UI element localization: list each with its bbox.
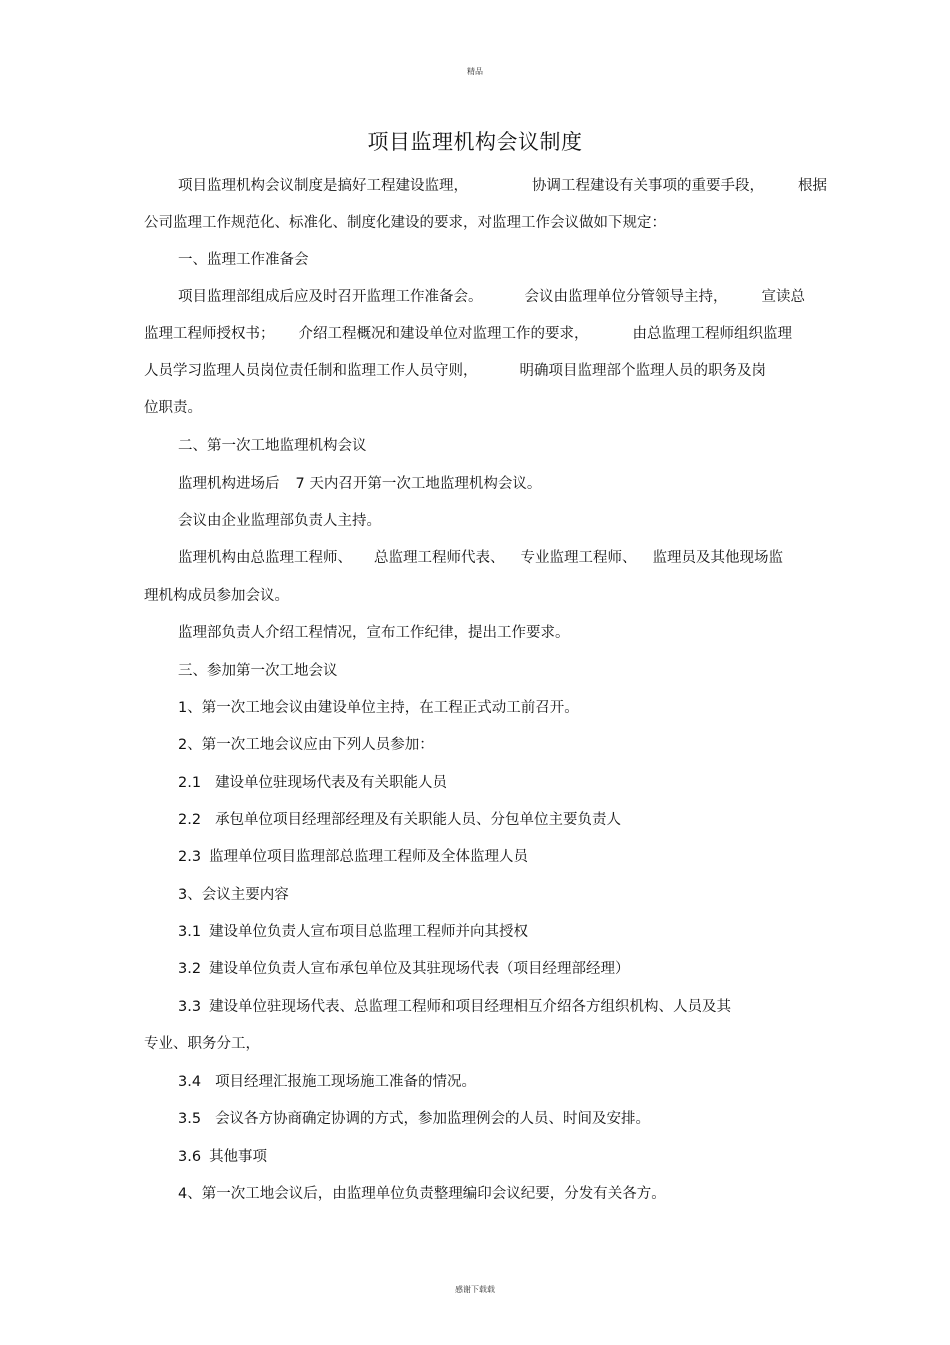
item-number: 2.2 xyxy=(178,812,202,828)
text-segment: 4、第一次工地会议后，由监理单位负责整理编印会议纪要，分发有关各方。 xyxy=(178,1186,666,1202)
list-item xyxy=(178,1147,267,1167)
list-item xyxy=(178,847,528,867)
list-item xyxy=(178,773,447,793)
body-line xyxy=(178,735,434,755)
text-segment: 监理工程师授权书； xyxy=(144,326,275,342)
list-item xyxy=(178,1109,650,1129)
text-segment: 会议由监理单位分管领导主持， xyxy=(524,289,728,305)
body-line xyxy=(178,176,827,196)
body-line xyxy=(144,1034,260,1054)
body-line xyxy=(178,1184,666,1204)
body-line xyxy=(178,623,570,643)
body-line xyxy=(144,361,766,381)
text-segment: 协调工程建设有关事项的重要手段， xyxy=(532,178,764,194)
text-segment: 2、第一次工地会议应由下列人员参加： xyxy=(178,737,434,753)
text-segment: 监理机构由总监理工程师、 xyxy=(178,550,352,566)
body-line xyxy=(178,511,381,531)
body-line xyxy=(178,548,783,568)
item-number: 3.1 xyxy=(178,924,202,940)
text-segment: 介绍工程概况和建设单位对监理工作的要求， xyxy=(298,326,589,342)
text-segment: 承包单位项目经理部经理及有关职能人员、分包单位主要负责人 xyxy=(215,812,622,828)
text-segment: 位职责。 xyxy=(144,400,202,416)
body-line xyxy=(178,885,289,905)
text-segment: 二、第一次工地监理机构会议 xyxy=(178,438,367,454)
section-heading xyxy=(178,661,338,681)
text-segment: 明确项目监理部个监理人员的职务及岗 xyxy=(519,363,766,379)
text-segment: 监理员及其他现场监 xyxy=(652,550,783,566)
text-segment: 项目监理部组成后应及时召开监理工作准备会。 xyxy=(178,289,483,305)
body-line xyxy=(144,586,289,606)
list-item xyxy=(178,1072,476,1092)
page-footer: 感谢下载载 xyxy=(455,1285,495,1294)
text-segment: 监理部负责人介绍工程情况，宣布工作纪律，提出工作要求。 xyxy=(178,625,570,641)
text-segment: 由总监理工程师组织监理 xyxy=(632,326,792,342)
section-heading xyxy=(178,436,367,456)
item-number: 3.5 xyxy=(178,1111,202,1127)
body-line xyxy=(178,287,805,307)
text-segment: 人员学习监理人员岗位责任制和监理工作人员守则， xyxy=(144,363,478,379)
item-number: 3.6 xyxy=(178,1149,202,1165)
text-segment: 7 天内召开第一次工地监理机构会议。 xyxy=(295,476,542,492)
document-title: 项目监理机构会议制度 xyxy=(367,130,583,154)
text-segment: 项目经理汇报施工现场施工准备的情况。 xyxy=(215,1074,477,1090)
body-line xyxy=(178,698,579,718)
item-number: 3.2 xyxy=(178,961,202,977)
text-segment: 专业、职务分工， xyxy=(144,1036,260,1052)
body-line xyxy=(144,324,792,344)
body-line xyxy=(144,213,666,233)
item-number: 3.3 xyxy=(178,999,202,1015)
text-segment: 会议由企业监理部负责人主持。 xyxy=(178,513,381,529)
text-segment: 专业监理工程师、 xyxy=(520,550,637,566)
text-segment: 宣读总 xyxy=(761,289,805,305)
item-number: 2.3 xyxy=(178,849,202,865)
text-segment: 总监理工程师代表、 xyxy=(374,550,505,566)
text-segment: 建设单位驻现场代表、总监理工程师和项目经理相互介绍各方组织机构、人员及其 xyxy=(209,999,732,1015)
body-line xyxy=(144,398,202,418)
list-item xyxy=(178,810,621,830)
list-item xyxy=(178,959,630,979)
list-item xyxy=(178,997,731,1017)
item-number: 3.4 xyxy=(178,1074,202,1090)
text-segment: 根据 xyxy=(798,178,827,194)
item-number: 2.1 xyxy=(178,775,202,791)
text-segment: 建设单位驻现场代表及有关职能人员 xyxy=(215,775,448,791)
text-segment: 公司监理工作规范化、标准化、制度化建设的要求，对监理工作会议做如下规定： xyxy=(144,215,666,231)
text-segment: 建设单位负责人宣布承包单位及其驻现场代表（项目经理部经理） xyxy=(209,961,630,977)
text-segment: 理机构成员参加会议。 xyxy=(144,588,289,604)
text-segment: 建设单位负责人宣布项目总监理工程师并向其授权 xyxy=(209,924,529,940)
text-segment: 一、监理工作准备会 xyxy=(178,252,309,268)
text-segment: 监理机构进场后 xyxy=(178,476,280,492)
text-segment: 项目监理机构会议制度是搞好工程建设监理， xyxy=(178,178,468,194)
text-segment: 监理单位项目监理部总监理工程师及全体监理人员 xyxy=(209,849,529,865)
page-header: 精品 xyxy=(467,67,483,76)
text-segment: 其他事项 xyxy=(209,1149,268,1165)
text-segment: 1、第一次工地会议由建设单位主持，在工程正式动工前召开。 xyxy=(178,700,579,716)
body-line xyxy=(178,474,541,494)
list-item xyxy=(178,922,528,942)
section-heading xyxy=(178,250,309,270)
text-segment: 3、会议主要内容 xyxy=(178,887,289,903)
text-segment: 会议各方协商确定协调的方式，参加监理例会的人员、时间及安排。 xyxy=(215,1111,651,1127)
text-segment: 三、参加第一次工地会议 xyxy=(178,663,338,679)
